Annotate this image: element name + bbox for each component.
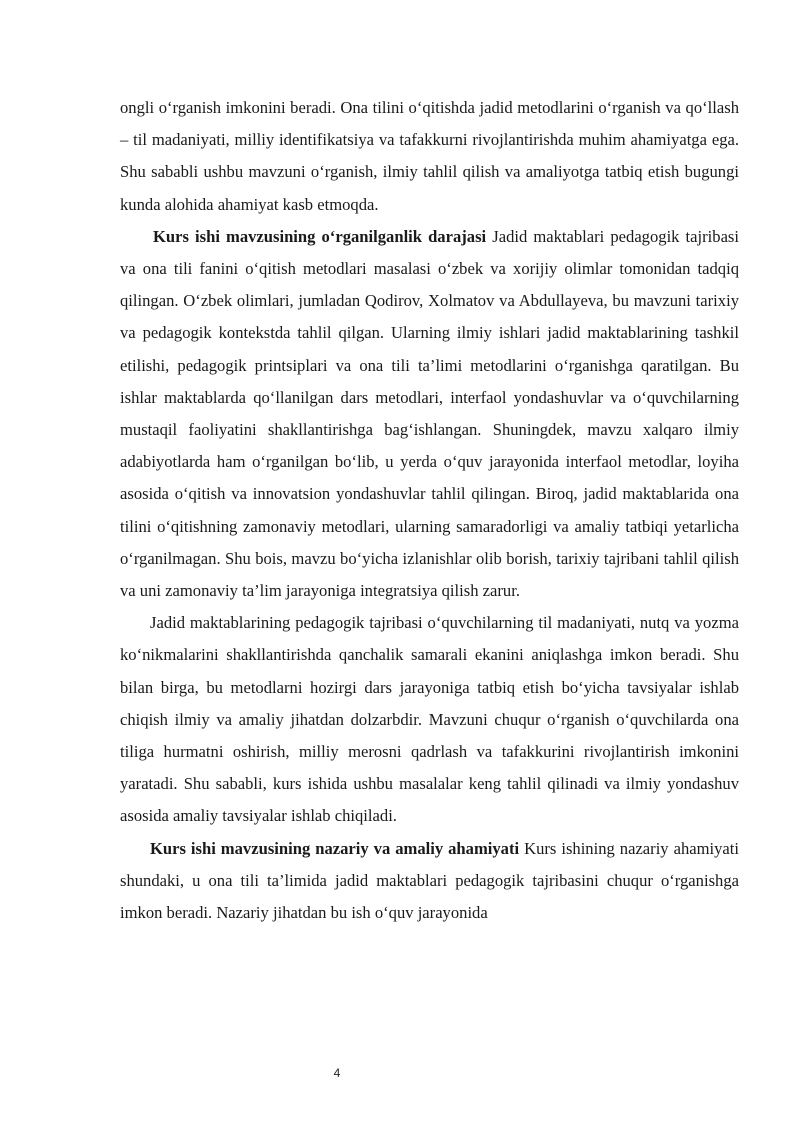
paragraph-1 [120, 92, 739, 221]
paragraph-1-text: ongli o‘rganish imkonini beradi. Ona tilini o‘qitishda jadid metodlarini o‘rganish va qo‘llash – til madaniyati, milliy identifikatsiya va tafakkurni rivojlantirishda muhim ahamiyatga ega. Shu sababli ushbu mavzuni o‘rganish, ilmiy tahlil qilish va amaliyotga tatbiq etish bugungi kunda alohida ahamiyat kasb etmoqda. [120, 98, 739, 214]
paragraph-3 [120, 607, 739, 832]
section-heading-studied-level: Kurs ishi mavzusining o‘rganilganlik darajasi [153, 226, 487, 246]
paragraph-2 [120, 221, 739, 607]
paragraph-4 [120, 833, 739, 930]
paragraph-4-text: Kurs ishining nazariy ahamiyati shundaki, u ona tili ta’limida jadid maktablari pedagogik tajribasini chuqur o‘rganishga imkon beradi. Nazariy jihatdan bu ish o‘quv jarayonida [120, 838, 740, 923]
page-number: 4 [333, 1066, 341, 1080]
paragraph-2-text: Jadid maktablari pedagogik tajribasi va ona tili fanini o‘qitish metodlari masalasi o‘zbek va xorijiy olimlar tomonidan tadqiq qilingan. O‘zbek olimlari, jumladan Qodirov, Xolmatov va Abdullayeva, bu mavzuni tarixiy va pedagogik kontekstda tahlil qilgan. Ularning ilmiy ishlari jadid maktablarining tashkil etilishi, pedagogik printsiplari va ona tili ta’limi metodlarini o‘rganishga qaratilgan. Bu ishlar maktablarda qo‘llanilgan dars metodlari, interfaol yondashuvlar va o‘quvchilarning mustaqil faoliyatini shakllantirishga bag‘ishlangan. Shuningdek, mavzu xalqaro ilmiy adabiyotlarda ham o‘rganilgan bo‘lib, u yerda o‘quv jarayonida interfaol metodlar, loyiha asosida o‘qitish va innovatsion yondashuvlar tahlil qilingan. Biroq, jadid maktablarida ona tilini o‘qitishning zamonaviy metodlari, ularning samaradorligi va amaliy tatbiqi yetarlicha o‘rganilmagan. Shu bois, mavzu bo‘yicha izlanishlar olib borish, tarixiy tajribani tahlil qilish va uni zamonaviy ta’lim jarayoniga integratsiya qilish zarur. [120, 226, 739, 601]
paragraph-3-text: Jadid maktablarining pedagogik tajribasi o‘quvchilarning til madaniyati, nutq va yozma ko‘nikmalarini shakllantirishda qanchalik samarali ekanini aniqlashga imkon beradi. Shu bilan birga, bu metodlarni hozirgi dars jarayoniga tatbiq etish bo‘yicha tavsiyalar ishlab chiqish ilmiy va amaliy jihatdan dolzarbdir. Mavzuni chuqur o‘rganish o‘quvchilarda ona tiliga hurmatni oshirish, milliy merosni qadrlash va tafakkurini rivojlantirish imkonini yaratadi. Shu sababli, kurs ishida ushbu masalalar keng tahlil qilinadi va ilmiy yondashuv asosida amaliy tavsiyalar ishlab chiqiladi. [120, 613, 739, 826]
section-heading-significance: Kurs ishi mavzusining nazariy va amaliy ahamiyati [150, 838, 520, 858]
body-text [120, 92, 739, 929]
